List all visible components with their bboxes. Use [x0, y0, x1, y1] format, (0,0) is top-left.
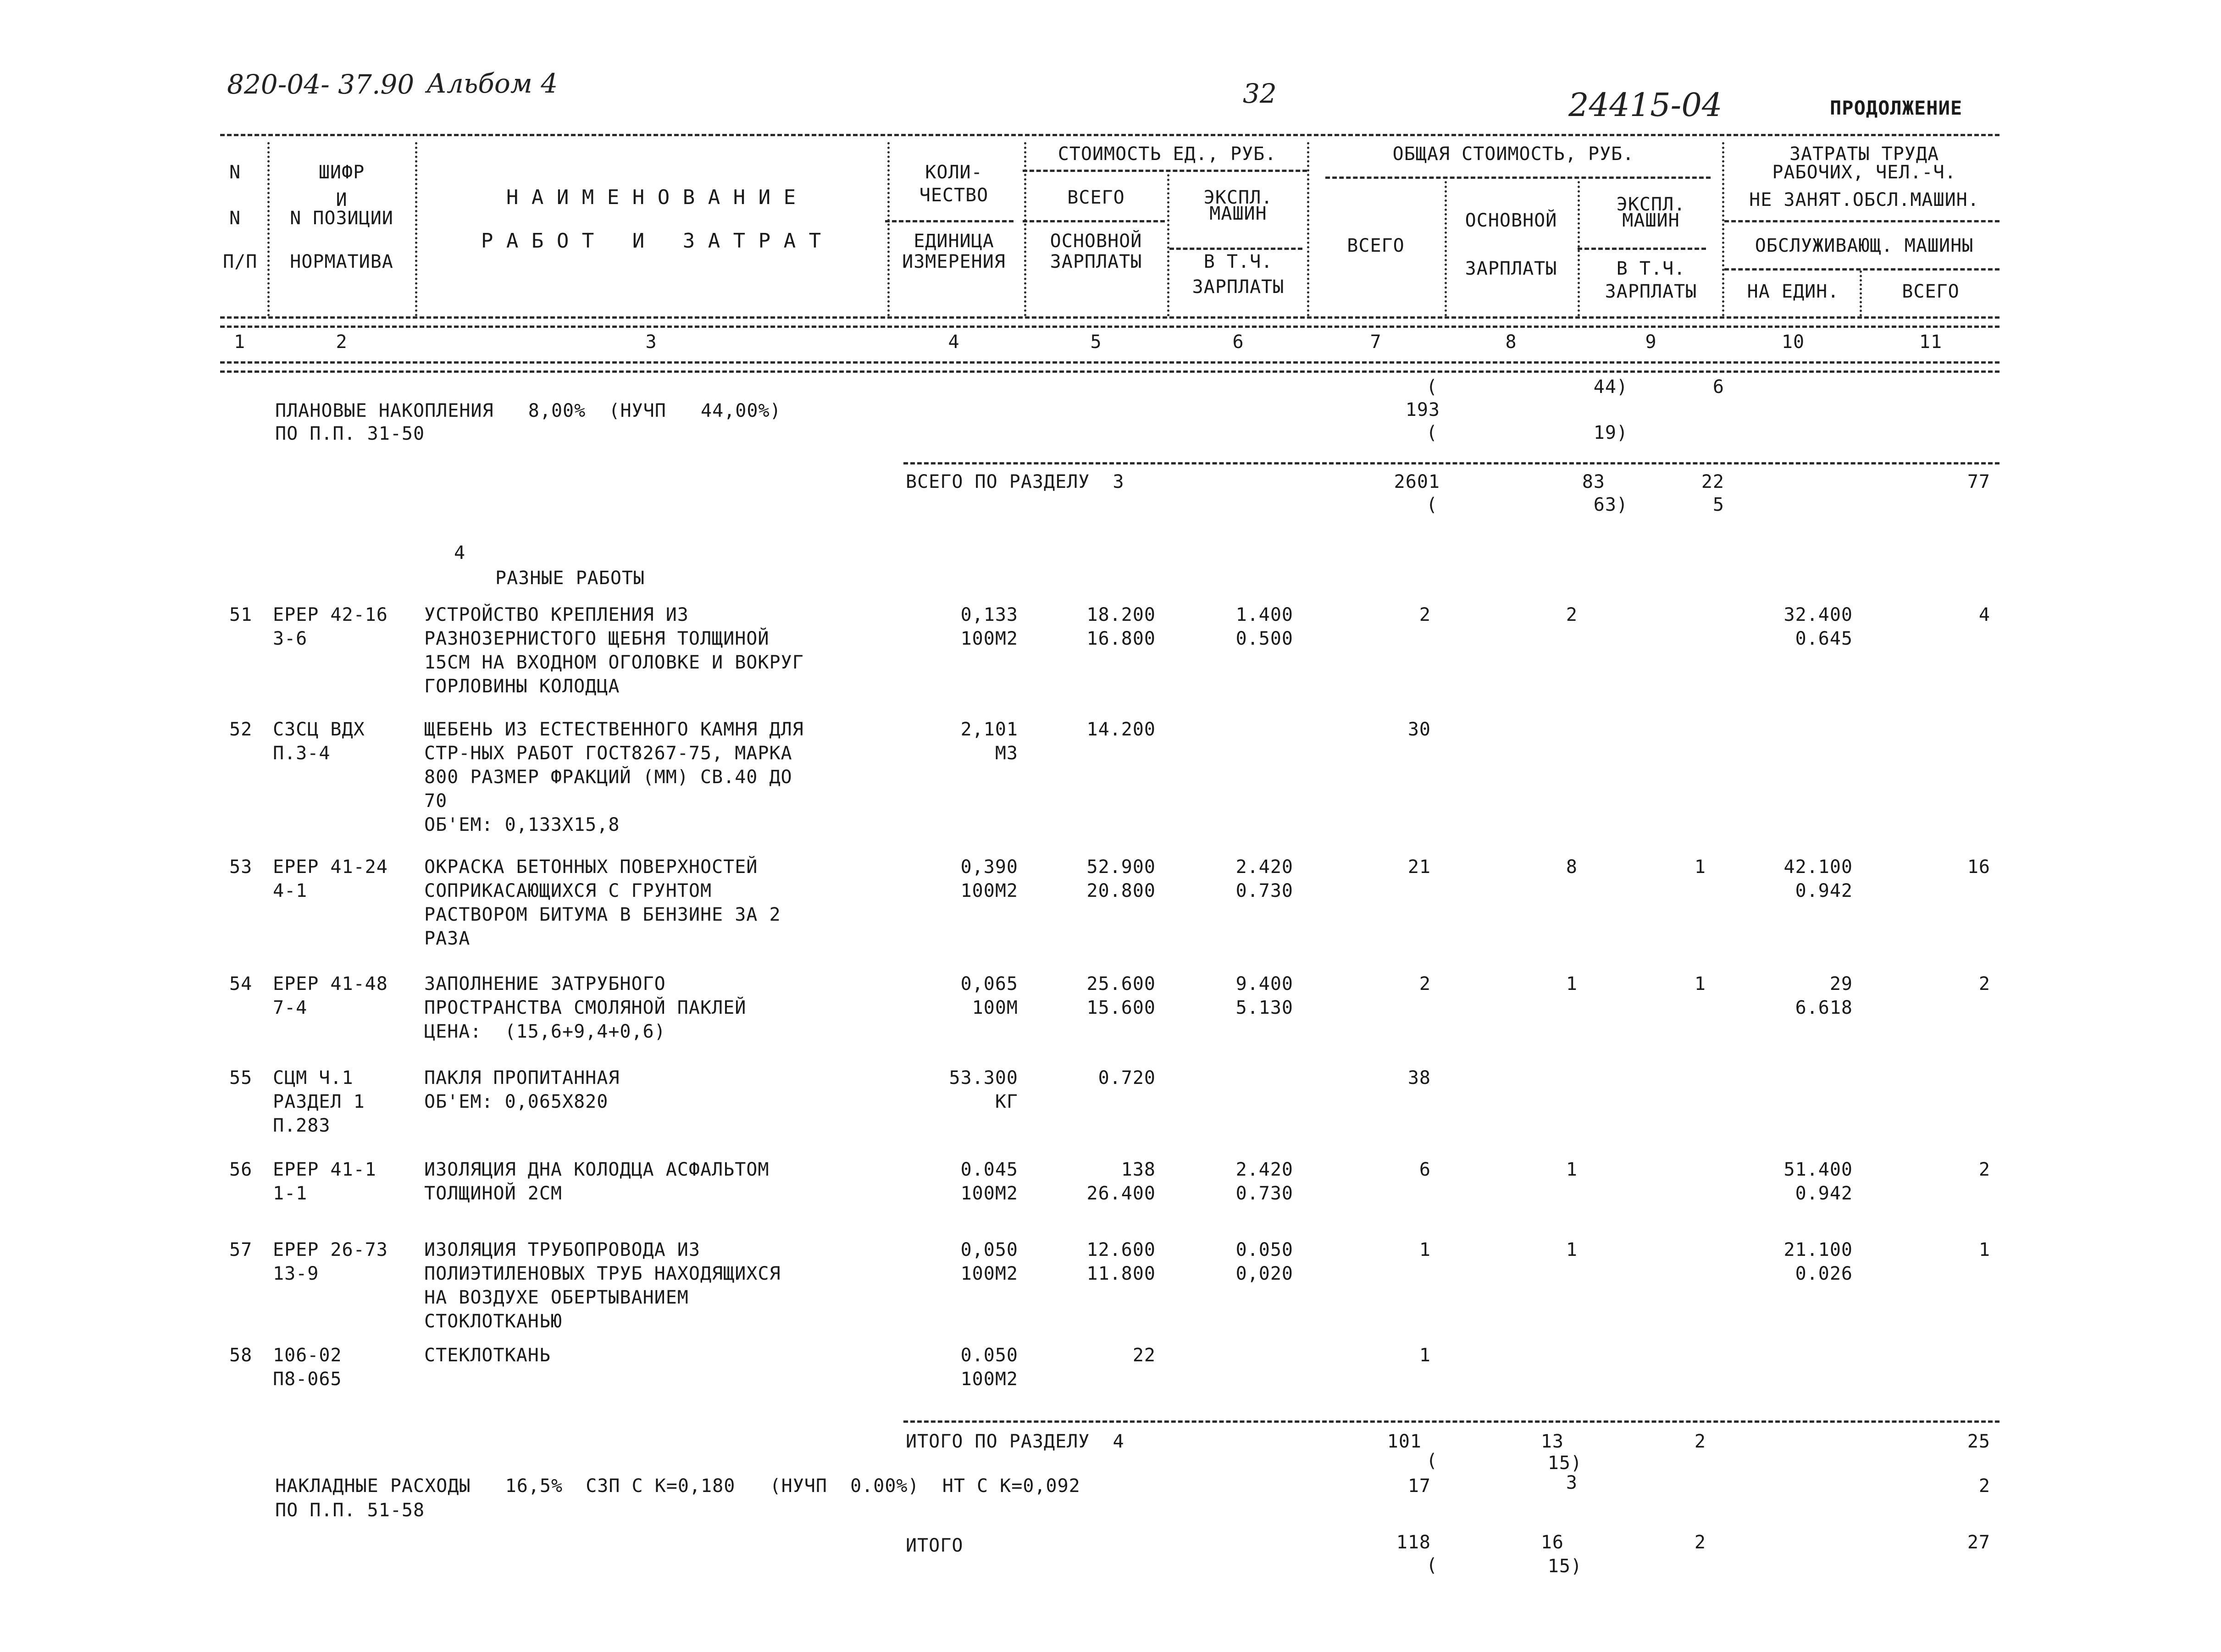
row-qty: 0,065: [960, 973, 1018, 995]
row-unit-total: 16.800: [1086, 628, 1156, 649]
row-qty: 100М2: [960, 1369, 1018, 1390]
row-unit-mach: 0.730: [1235, 1183, 1293, 1204]
project-number: 24415-04: [1568, 86, 1723, 124]
row-number: 55: [229, 1067, 253, 1088]
section-title: РАЗНЫЕ РАБОТЫ: [495, 568, 645, 589]
row-unit-total: 26.400: [1086, 1183, 1156, 1204]
row-labor-unit: 42.100: [1783, 856, 1853, 878]
header-bottom-rule-2: [220, 326, 1999, 328]
row-qty: 100М2: [960, 1183, 1018, 1204]
col-sep: [1578, 181, 1580, 316]
row-unit-mach: 2.420: [1235, 1159, 1293, 1180]
row-total: 21: [1407, 856, 1431, 878]
c5-rule: [1023, 220, 1165, 222]
row-code: РАЗДЕЛ 1: [273, 1091, 365, 1112]
row-labor-unit: 0.026: [1795, 1263, 1853, 1284]
row-qty: 100М: [972, 997, 1018, 1018]
row-unit-mach: 0,020: [1235, 1263, 1293, 1284]
row-code: ЕРЕР 26-73: [273, 1239, 388, 1260]
row-labor-total: 4: [1978, 604, 1990, 625]
row-qty: М3: [995, 743, 1018, 764]
col-sep: [267, 142, 270, 316]
row-total: 6: [1419, 1159, 1431, 1180]
row-labor-total: 2: [1978, 1159, 1990, 1180]
row-total: 2: [1419, 973, 1431, 995]
row-labor-unit: 0.942: [1795, 880, 1853, 901]
row-code: П.283: [273, 1115, 331, 1136]
row-code: ЕРЕР 41-48: [273, 973, 388, 995]
row-number: 53: [229, 856, 253, 878]
row-number: 57: [229, 1239, 253, 1260]
row-number: 52: [229, 719, 253, 740]
row-labor-unit: 29: [1829, 973, 1853, 995]
row-labor-total: 16: [1967, 856, 1990, 878]
header-bottom-rule: [220, 316, 1999, 319]
page-number: 32: [1243, 78, 1277, 109]
row-name: РАЗА: [424, 928, 471, 949]
row-mach: 1: [1694, 973, 1706, 995]
row-labor-unit: 51.400: [1783, 1159, 1853, 1180]
labor-rule-2: [1724, 268, 1999, 271]
row-labor-unit: 0.645: [1795, 628, 1853, 649]
row-name: СОПРИКАСАЮЩИХСЯ С ГРУНТОМ: [424, 880, 712, 901]
row-wage: 8: [1566, 856, 1578, 878]
row-code: 7-4: [273, 997, 308, 1018]
row-name: ЩЕБЕНЬ ИЗ ЕСТЕСТВЕННОГО КАМНЯ ДЛЯ: [424, 719, 804, 740]
row-name: ОБ'ЕМ: 0,065Х820: [424, 1091, 609, 1112]
row-name: ЦЕНА: (15,6+9,4+0,6): [424, 1021, 666, 1042]
row-labor-total: 1: [1978, 1239, 1990, 1260]
row-name: ПАКЛЯ ПРОПИТАННАЯ: [424, 1067, 620, 1088]
row-code: П8-065: [273, 1369, 342, 1390]
row-qty: 0,133: [960, 604, 1018, 625]
row-unit-total: 14.200: [1086, 719, 1156, 740]
row-name: ПРОСТРАНСТВА СМОЛЯНОЙ ПАКЛЕЙ: [424, 997, 747, 1018]
row-name: ЗАПОЛНЕНИЕ ЗАТРУБНОГО: [424, 973, 666, 995]
row-code: СЦМ Ч.1: [273, 1067, 354, 1088]
row-code: 106-02: [273, 1345, 342, 1366]
row-qty: 0,050: [960, 1239, 1018, 1260]
row-qty: 100М2: [960, 1263, 1018, 1284]
row-name: ОКРАСКА БЕТОННЫХ ПОВЕРХНОСТЕЙ: [424, 856, 758, 878]
row-code: ЕРЕР 42-16: [273, 604, 388, 625]
continuation-label: ПРОДОЛЖЕНИЕ: [1830, 97, 1963, 119]
unit-cost-rule: [1023, 170, 1307, 172]
row-qty: 100М2: [960, 628, 1018, 649]
row-unit-total: 138: [1121, 1159, 1156, 1180]
col11-header: ВСЕГО: [1902, 281, 1960, 302]
row-unit-mach: 5.130: [1235, 997, 1293, 1018]
row-name: НА ВОЗДУХЕ ОБЕРТЫВАНИЕМ: [424, 1287, 689, 1308]
total-cost-rule: [1325, 177, 1711, 179]
row-qty: 0,390: [960, 856, 1018, 878]
row-labor-total: 2: [1978, 973, 1990, 995]
row-unit-total: 18.200: [1086, 604, 1156, 625]
row-unit-total: 25.600: [1086, 973, 1156, 995]
labor-rule-1: [1724, 220, 1999, 222]
header-top-rule: [220, 134, 1999, 136]
col-sep: [415, 142, 417, 316]
row-unit-total: 15.600: [1086, 997, 1156, 1018]
row-mach: 1: [1694, 856, 1706, 878]
qty-rule: [885, 220, 1014, 222]
row-unit-mach: 0.500: [1235, 628, 1293, 649]
total-cost-header: ОБЩАЯ СТОИМОСТЬ, РУБ.: [1392, 144, 1634, 165]
row-qty: 0.050: [960, 1345, 1018, 1366]
row-code: П.3-4: [273, 743, 331, 764]
row-name: ИЗОЛЯЦИЯ ТРУБОПРОВОДА ИЗ: [424, 1239, 700, 1260]
row-labor-unit: 21.100: [1783, 1239, 1853, 1260]
row-unit-mach: 9.400: [1235, 973, 1293, 995]
row-wage: 1: [1566, 1239, 1578, 1260]
col-sep: [1307, 142, 1309, 316]
row-wage: 1: [1566, 973, 1578, 995]
col-sep: [1167, 174, 1169, 316]
row-name: 15СМ НА ВХОДНОМ ОГОЛОВКЕ И ВОКРУГ: [424, 652, 804, 673]
row-unit-mach: 0.050: [1235, 1239, 1293, 1260]
col-sep: [1722, 142, 1724, 316]
row-code: СЗСЦ ВДХ: [273, 719, 365, 740]
numbers-bottom-rule-2: [220, 370, 1999, 373]
row-name: 800 РАЗМЕР ФРАКЦИЙ (ММ) СВ.40 ДО: [424, 767, 792, 788]
row-number: 54: [229, 973, 253, 995]
row-labor-unit: 32.400: [1783, 604, 1853, 625]
row-unit-mach: 0.730: [1235, 880, 1293, 901]
row-unit-total: 12.600: [1086, 1239, 1156, 1260]
row-number: 51: [229, 604, 253, 625]
section3-rule: [903, 462, 1999, 464]
numbers-bottom-rule: [220, 361, 1999, 364]
row-name: ОБ'ЕМ: 0,133Х15,8: [424, 814, 620, 835]
album-label: Альбом 4: [426, 68, 558, 99]
row-name: ИЗОЛЯЦИЯ ДНА КОЛОДЦА АСФАЛЬТОМ: [424, 1159, 770, 1180]
row-name: ГОРЛОВИНЫ КОЛОДЦА: [424, 676, 620, 697]
row-total: 38: [1407, 1067, 1431, 1088]
row-qty: 100М2: [960, 880, 1018, 901]
col7-header: ВСЕГО: [1347, 235, 1405, 256]
row-unit-mach: 2.420: [1235, 856, 1293, 878]
row-labor-unit: 6.618: [1795, 997, 1853, 1018]
section-number: 4: [454, 542, 466, 564]
row-code: 1-1: [273, 1183, 308, 1204]
row-name: ТОЛЩИНОЙ 2СМ: [424, 1183, 562, 1204]
row-name: РАЗНОЗЕРНИСТОГО ЩЕБНЯ ТОЛЩИНОЙ: [424, 628, 770, 649]
row-code: ЕРЕР 41-1: [273, 1159, 377, 1180]
row-name: ПОЛИЭТИЛЕНОВЫХ ТРУБ НАХОДЯЩИХСЯ: [424, 1263, 781, 1284]
row-number: 58: [229, 1345, 253, 1366]
col10-header: НА ЕДИН.: [1747, 281, 1839, 302]
row-wage: 1: [1566, 1159, 1578, 1180]
row-unit-total: 20.800: [1086, 880, 1156, 901]
row-name: СТЕКЛОТКАНЬ: [424, 1345, 551, 1366]
row-qty: КГ: [995, 1091, 1018, 1112]
col-sep: [1860, 271, 1862, 316]
row-number: 56: [229, 1159, 253, 1180]
row-code: 4-1: [273, 880, 308, 901]
row-qty: 2,101: [960, 719, 1018, 740]
row-wage: 2: [1566, 604, 1578, 625]
row-labor-unit: 0.942: [1795, 1183, 1853, 1204]
row-unit-mach: 1.400: [1235, 604, 1293, 625]
row-unit-total: 11.800: [1086, 1263, 1156, 1284]
row-qty: 0.045: [960, 1159, 1018, 1180]
row-code: 13-9: [273, 1263, 319, 1284]
row-total: 30: [1407, 719, 1431, 740]
row-unit-total: 22: [1132, 1345, 1156, 1366]
row-name: СТР-НЫХ РАБОТ ГОСТ8267-75, МАРКА: [424, 743, 792, 764]
row-code: 3-6: [273, 628, 308, 649]
c9-rule: [1578, 248, 1706, 250]
row-name: 70: [424, 790, 448, 812]
unit-cost-header: СТОИМОСТЬ ЕД., РУБ.: [1058, 144, 1277, 165]
row-qty: 53.300: [949, 1067, 1018, 1088]
col-sep: [1445, 181, 1447, 316]
row-total: 1: [1419, 1239, 1431, 1260]
row-code: ЕРЕР 41-24: [273, 856, 388, 878]
row-name: УСТРОЙСТВО КРЕПЛЕНИЯ ИЗ: [424, 604, 689, 625]
row-unit-total: 0.720: [1098, 1067, 1156, 1088]
document-code: 820-04- 37.90: [227, 69, 415, 100]
row-total: 2: [1419, 604, 1431, 625]
row-name: РАСТВОРОМ БИТУМА В БЕНЗИНЕ ЗА 2: [424, 904, 781, 925]
row-unit-total: 52.900: [1086, 856, 1156, 878]
row-total: 1: [1419, 1345, 1431, 1366]
row-name: СТОКЛОТКАНЬЮ: [424, 1311, 562, 1332]
section4-rule: [903, 1420, 1999, 1423]
col-sep: [1024, 142, 1026, 316]
